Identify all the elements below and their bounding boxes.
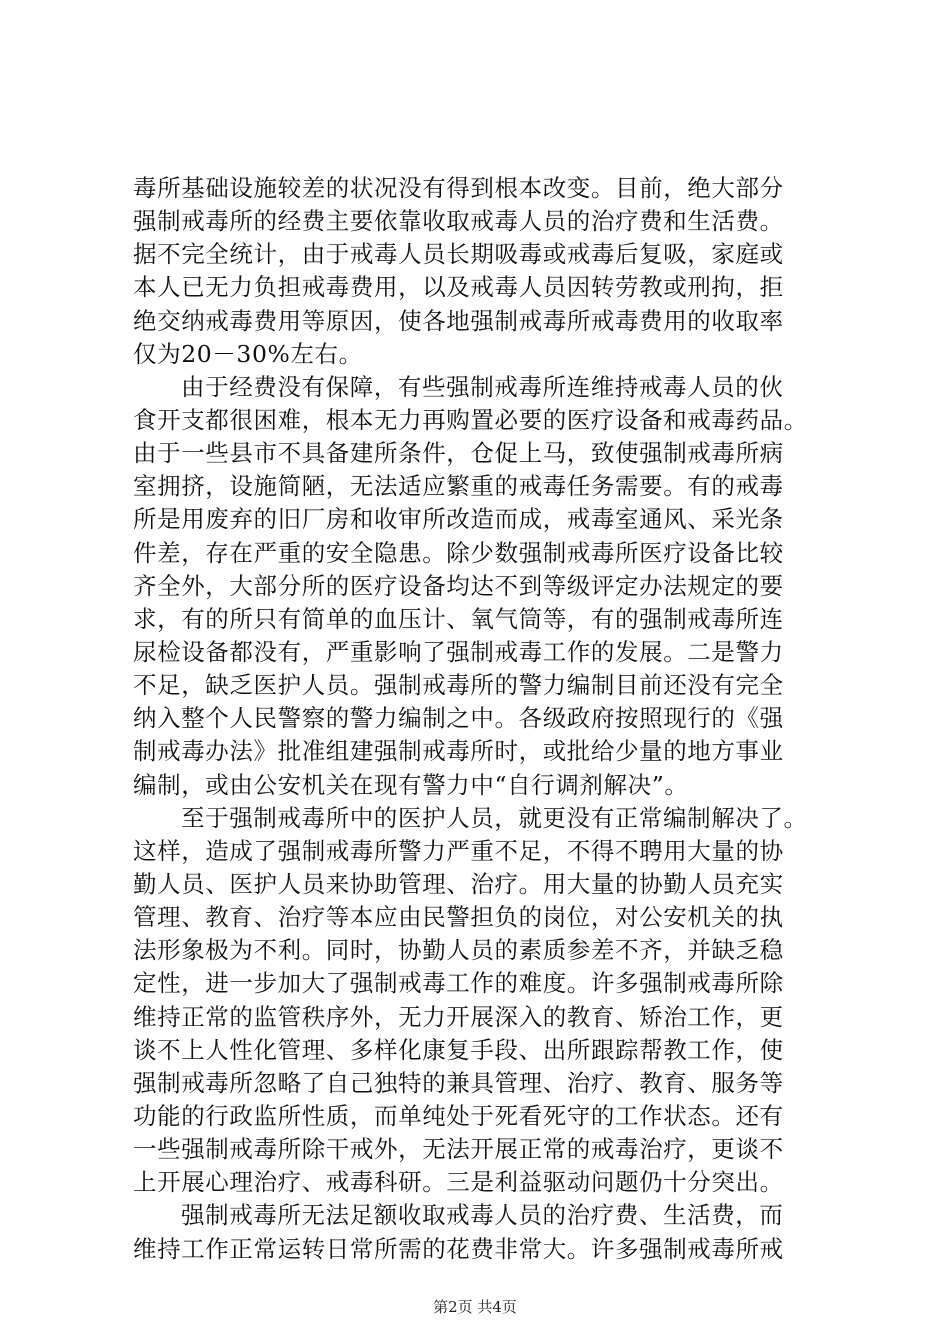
text-line: 纳入整个人民警察的警力编制之中。各级政府按照现行的《强 [133,704,784,733]
text-line: 食开支都很困难，根本无力再购置必要的医疗设备和戒毒药品。 [133,405,808,434]
text-line: 据不完全统计，由于戒毒人员长期吸毒或戒毒后复吸，家庭或 [133,240,784,269]
text-line: 齐全外，大部分所的医疗设备均达不到等级评定办法规定的要 [133,571,784,600]
paragraph-first-line: 强制戒毒所无法足额收取戒毒人员的治疗费、生活费，而 [181,1201,784,1230]
page-footer: 第2页 共4页 [433,1298,517,1316]
paragraph-first-line: 由于经费没有保障，有些强制戒毒所连维持戒毒人员的伙 [181,372,784,401]
text-line: 毒所基础设施较差的状况没有得到根本改变。目前，绝大部分 [133,174,784,202]
text-line: 这样，造成了强制戒毒所警力严重不足，不得不聘用大量的协 [133,836,784,865]
text-line: 绝交纳戒毒费用等原因，使各地强制戒毒所戒毒费用的收取率 [133,306,784,335]
text-line: 不足，缺乏医护人员。强制戒毒所的警力编制目前还没有完全 [133,671,784,700]
text-line: 编制，或由公安机关在现有警力中“自行调剂解决”。 [133,770,689,799]
text-line: 维持正常的监管秩序外，无力开展深入的教育、矫治工作，更 [133,1002,784,1031]
text-line: 定性，进一步加大了强制戒毒工作的难度。许多强制戒毒所除 [133,969,784,998]
text-line: 室拥挤，设施简陋，无法适应繁重的戒毒任务需要。有的戒毒 [133,472,784,501]
text-line: 制戒毒办法》批准组建强制戒毒所时，或批给少量的地方事业 [133,737,784,766]
text-line: 仅为20－30%左右。 [133,339,363,368]
text-line: 法形象极为不利。同时，协勤人员的素质参差不齐，并缺乏稳 [133,936,784,965]
text-line: 功能的行政监所性质，而单纯处于死看死守的工作状态。还有 [133,1101,784,1130]
text-line: 本人已无力负担戒毒费用，以及戒毒人员因转劳教或刑拘，拒 [133,273,784,302]
text-line: 谈不上人性化管理、多样化康复手段、出所跟踪帮教工作，使 [133,1035,784,1064]
text-line: 所是用废弃的旧厂房和收审所改造而成，戒毒室通风、采光条 [133,505,784,534]
paragraph-first-line: 至于强制戒毒所中的医护人员，就更没有正常编制解决了。 [181,803,808,832]
text-line: 强制戒毒所的经费主要依靠收取戒毒人员的治疗费和生活费。 [133,207,784,236]
text-line: 上开展心理治疗、戒毒科研。三是利益驱动问题仍十分突出。 [133,1168,784,1197]
text-line: 强制戒毒所忽略了自己独特的兼具管理、治疗、教育、服务等 [133,1068,784,1097]
text-line: 管理、教育、治疗等本应由民警担负的岗位，对公安机关的执 [133,903,784,932]
text-line: 维持工作正常运转日常所需的花费非常大。许多强制戒毒所戒 [133,1234,784,1263]
text-line: 求，有的所只有简单的血压计、氧气筒等，有的强制戒毒所连 [133,604,784,633]
text-line: 由于一些县市不具备建所条件，仓促上马，致使强制戒毒所病 [133,439,784,468]
text-line: 尿检设备都没有，严重影响了强制戒毒工作的发展。二是警力 [133,637,784,666]
text-line: 一些强制戒毒所除干戒外，无法开展正常的戒毒治疗，更谈不 [133,1135,784,1164]
text-line: 件差，存在严重的安全隐患。除少数强制戒毒所医疗设备比较 [133,538,784,567]
document-body [133,172,823,1266]
text-line: 勤人员、医护人员来协助管理、治疗。用大量的协勤人员充实 [133,869,784,898]
